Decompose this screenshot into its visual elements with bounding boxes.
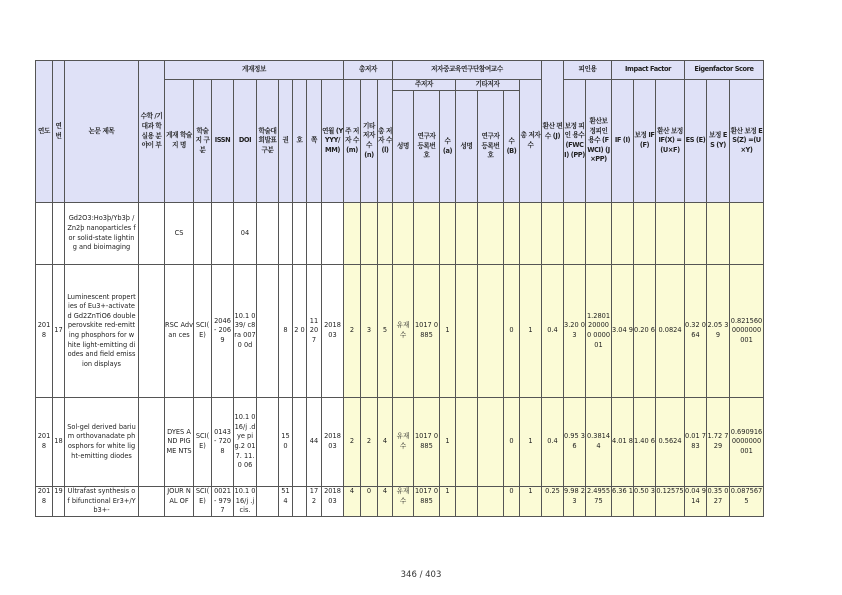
cell-id2 <box>478 398 504 487</box>
cell-x: 0.12575 <box>656 487 685 517</box>
col-issn-header: ISSN <box>212 80 234 203</box>
col-total-authors-header: 총 저자 수 (l) <box>378 80 393 203</box>
cell-name1: 유재 수 <box>393 398 414 487</box>
cell-a <box>440 203 456 265</box>
other-author-group-header: 기타저자 <box>456 80 520 91</box>
cell-doi: 10.1 039/ c8ra 0070 0d <box>234 265 257 398</box>
col-other-authors-header: 기타 저자 수 (n) <box>361 80 378 203</box>
col-fwci-conv-header: 환산보 정피인 용수 (FWCI) (J×PP) <box>586 80 612 203</box>
cell-id1: 1017 0885 <box>414 487 440 517</box>
cell-year: 201 8 <box>36 265 53 398</box>
cell-id2 <box>478 203 504 265</box>
cell-doi: 04 <box>234 203 257 265</box>
col-other-name-header: 성명 <box>456 91 478 203</box>
cell-pp: 3.20 03 <box>564 265 586 398</box>
cell-a: 1 <box>440 265 456 398</box>
cell-if: 4.01 8 <box>612 398 634 487</box>
research-papers-table <box>35 60 764 517</box>
col-issue-header: 호 <box>293 80 307 203</box>
col-field-header: 수학 /기대과 학실용 분야이 부 <box>139 61 165 203</box>
pub-info-group-header: 게재정보 <box>165 61 344 80</box>
cell-e: 0.01 783 <box>685 398 707 487</box>
cell-page: 44 <box>307 398 322 487</box>
cell-id1: 1017 0885 <box>414 265 440 398</box>
cell-b: 0 <box>504 487 520 517</box>
cell-if: 6.36 1 <box>612 487 634 517</box>
cell-j <box>542 203 564 265</box>
cell-id2 <box>478 265 504 398</box>
col-type-header: 학술 지 구분 <box>194 80 212 203</box>
cell-pp: 9.98 23 <box>564 487 586 517</box>
cell-name2 <box>456 265 478 398</box>
cell-ey: 0.35 027 <box>707 487 730 517</box>
cell-consort <box>257 398 279 487</box>
cell-title: Gd2O3:Ho3þ/Yb3þ /Zn2þ nanoparticles for solid-state lighting and bioimaging <box>65 203 139 265</box>
cell-pp: 0.95 36 <box>564 398 586 487</box>
cell-date: 2018 03 <box>322 398 344 487</box>
cell-ey: 1.72 729 <box>707 398 730 487</box>
col-doi-header: DOI <box>234 80 257 203</box>
cell-doi: 10.1 016/j .dye pig.2 017. 11.0 06 <box>234 398 257 487</box>
cell-field <box>139 265 165 398</box>
cell-x: 0.5624 <box>656 398 685 487</box>
cell-issn: 2046 - 2069 <box>212 265 234 398</box>
cell-j: 0.4 <box>542 398 564 487</box>
cell-type: SCI( E) <box>194 398 212 487</box>
cell-l: 4 <box>378 398 393 487</box>
col-other-id-header: 연구자 등록번 호 <box>478 91 504 203</box>
cell-iss <box>293 203 307 265</box>
cell-id2 <box>478 487 504 517</box>
cell-n: 2 <box>361 398 378 487</box>
cell-no: 17 <box>53 265 65 398</box>
cell-doi: 10.1 016/j .jcis. <box>234 487 257 517</box>
cell-jpp: 1.2801 200000 000001 <box>586 265 612 398</box>
cell-page: 17 2 <box>307 487 322 517</box>
col-volume-header: 권 <box>279 80 293 203</box>
col-if-adj-header: 보정 IF (F) <box>634 80 656 203</box>
cell-ey: 2.05 39 <box>707 265 730 398</box>
cell-z: 0.821560 0000000 001 <box>730 265 764 398</box>
col-es-header: ES (E) <box>685 80 707 203</box>
cell-m: 2 <box>344 398 361 487</box>
cell-f: 1.40 6 <box>634 398 656 487</box>
col-page-header: 쪽 <box>307 80 322 203</box>
cell-j: 0.25 <box>542 487 564 517</box>
col-main-count-header: 수 (a) <box>440 91 456 203</box>
cell-issn <box>212 203 234 265</box>
cell-if <box>612 203 634 265</box>
col-main-authors-header: 주 저자 수 (m) <box>344 80 361 203</box>
cell-name1: 유재 수 <box>393 265 414 398</box>
participants-group-header: 저자중교육연구단참여교수 <box>393 61 542 80</box>
cell-ey <box>707 203 730 265</box>
col-no-header: 연번 <box>53 61 65 203</box>
cell-field <box>139 487 165 517</box>
eigenfactor-group-header: Eigenfactor Score <box>685 61 764 80</box>
col-title-header: 논문 제목 <box>65 61 139 203</box>
cell-iss <box>293 487 307 517</box>
col-fwci-header: 보정 피인 용수 (FWC I) (PP) <box>564 80 586 203</box>
cell-id1: 1017 0885 <box>414 398 440 487</box>
cell-x <box>656 203 685 265</box>
cell-n: 0 <box>361 487 378 517</box>
cell-b: 0 <box>504 265 520 398</box>
col-part-total-header: 총 저자 수 <box>520 80 542 203</box>
cell-name2 <box>456 203 478 265</box>
col-other-count-header: 수 (B) <box>504 91 520 203</box>
cell-x: 0.0824 <box>656 265 685 398</box>
col-if-conv-header: 환산 보정 IF(X) = (U×F) <box>656 80 685 203</box>
cell-n <box>361 203 378 265</box>
page-number: 346 / 403 <box>400 570 442 580</box>
col-main-name-header: 성명 <box>393 91 414 203</box>
cell-year <box>36 203 53 265</box>
cell-issn: 0143 - 7208 <box>212 398 234 487</box>
cell-z <box>730 203 764 265</box>
cell-page <box>307 203 322 265</box>
cell-e: 0.04 914 <box>685 487 707 517</box>
col-es-adj-header: 보정 ES (Y) <box>707 80 730 203</box>
cell-tot <box>520 203 542 265</box>
cell-z: 0.690916 0000000 001 <box>730 398 764 487</box>
cell-consort <box>257 265 279 398</box>
cell-type: SCI( E) <box>194 487 212 517</box>
cell-f <box>634 203 656 265</box>
cell-vol: 8 <box>279 265 293 398</box>
cell-a: 1 <box>440 398 456 487</box>
cell-name1: 유재 수 <box>393 487 414 517</box>
col-es-conv-header: 환산 보정 ES(Z) =(U×Y) <box>730 80 764 203</box>
cell-pp <box>564 203 586 265</box>
cell-journal: DYES AND PIGME NTS <box>165 398 194 487</box>
cell-type <box>194 203 212 265</box>
cell-no: 18 <box>53 398 65 487</box>
cell-iss <box>293 398 307 487</box>
cell-year: 201 8 <box>36 398 53 487</box>
cell-journal: JOUR NAL OF <box>165 487 194 517</box>
col-date-header: 연월 (YYYY/ MM) <box>322 80 344 203</box>
table-row <box>36 265 764 398</box>
cell-n: 3 <box>361 265 378 398</box>
cell-jpp: 2.4955 75 <box>586 487 612 517</box>
cell-m <box>344 203 361 265</box>
cell-j: 0.4 <box>542 265 564 398</box>
cell-field <box>139 398 165 487</box>
cell-f: 0.50 3 <box>634 487 656 517</box>
col-score-header: 환산 편수 (J) <box>542 61 564 203</box>
cell-tot: 1 <box>520 398 542 487</box>
cell-journal: RSC Advan ces <box>165 265 194 398</box>
cell-title: Luminescent properties of Eu3+-activated Gd2ZnTiO6 double perovskite red-emitting phosphors for white light-emitting diodes and field emission displays <box>65 265 139 398</box>
cell-title: Sol-gel derived barium orthovanadate phosphors for white light-emitting diodes <box>65 398 139 487</box>
cell-b <box>504 203 520 265</box>
cell-vol: 51 4 <box>279 487 293 517</box>
cell-type: SCI( E) <box>194 265 212 398</box>
cell-jpp: 0.3814 4 <box>586 398 612 487</box>
cell-if: 3.04 9 <box>612 265 634 398</box>
authors-group-header: 총저자 <box>344 61 393 80</box>
cell-e: 0.32 064 <box>685 265 707 398</box>
cell-date: 2018 03 <box>322 265 344 398</box>
cell-l: 4 <box>378 487 393 517</box>
main-author-group-header: 주저자 <box>393 80 456 91</box>
cell-b: 0 <box>504 398 520 487</box>
cell-tot: 1 <box>520 265 542 398</box>
cell-year: 201 8 <box>36 487 53 517</box>
cell-e <box>685 203 707 265</box>
cell-consort <box>257 487 279 517</box>
cell-field <box>139 203 165 265</box>
col-if-header: IF (I) <box>612 80 634 203</box>
table-row <box>36 487 764 517</box>
cell-l <box>378 203 393 265</box>
col-conference-header: 학술대 회발표 구분 <box>257 80 279 203</box>
table-row <box>36 203 764 265</box>
col-year-header: 연도 <box>36 61 53 203</box>
cell-date <box>322 203 344 265</box>
cell-l: 5 <box>378 265 393 398</box>
cell-jpp <box>586 203 612 265</box>
cell-m: 2 <box>344 265 361 398</box>
cell-vol <box>279 203 293 265</box>
cell-id1 <box>414 203 440 265</box>
cell-a: 1 <box>440 487 456 517</box>
cell-issn: 0021 - 9797 <box>212 487 234 517</box>
cell-name1 <box>393 203 414 265</box>
table-row <box>36 398 764 487</box>
cell-page: 11 20 7 <box>307 265 322 398</box>
cell-vol: 15 0 <box>279 398 293 487</box>
cell-name2 <box>456 398 478 487</box>
cell-journal: CS <box>165 203 194 265</box>
impact-factor-group-header: Impact Factor <box>612 61 685 80</box>
cell-consort <box>257 203 279 265</box>
cell-iss: 2 0 <box>293 265 307 398</box>
cell-no <box>53 203 65 265</box>
cell-m: 4 <box>344 487 361 517</box>
cell-tot: 1 <box>520 487 542 517</box>
cell-f: 0.20 6 <box>634 265 656 398</box>
cell-name2 <box>456 487 478 517</box>
col-main-id-header: 연구자 등록번 호 <box>414 91 440 203</box>
cell-no: 19 <box>53 487 65 517</box>
cell-date: 2018 03 <box>322 487 344 517</box>
cell-title: Ultrafast synthesis of bifunctional Er3+/Yb3+- <box>65 487 139 517</box>
col-journal-header: 게재 학술지 명 <box>165 80 194 203</box>
citations-group-header: 피인용 <box>564 61 612 80</box>
cell-z: 0.087567 5 <box>730 487 764 517</box>
